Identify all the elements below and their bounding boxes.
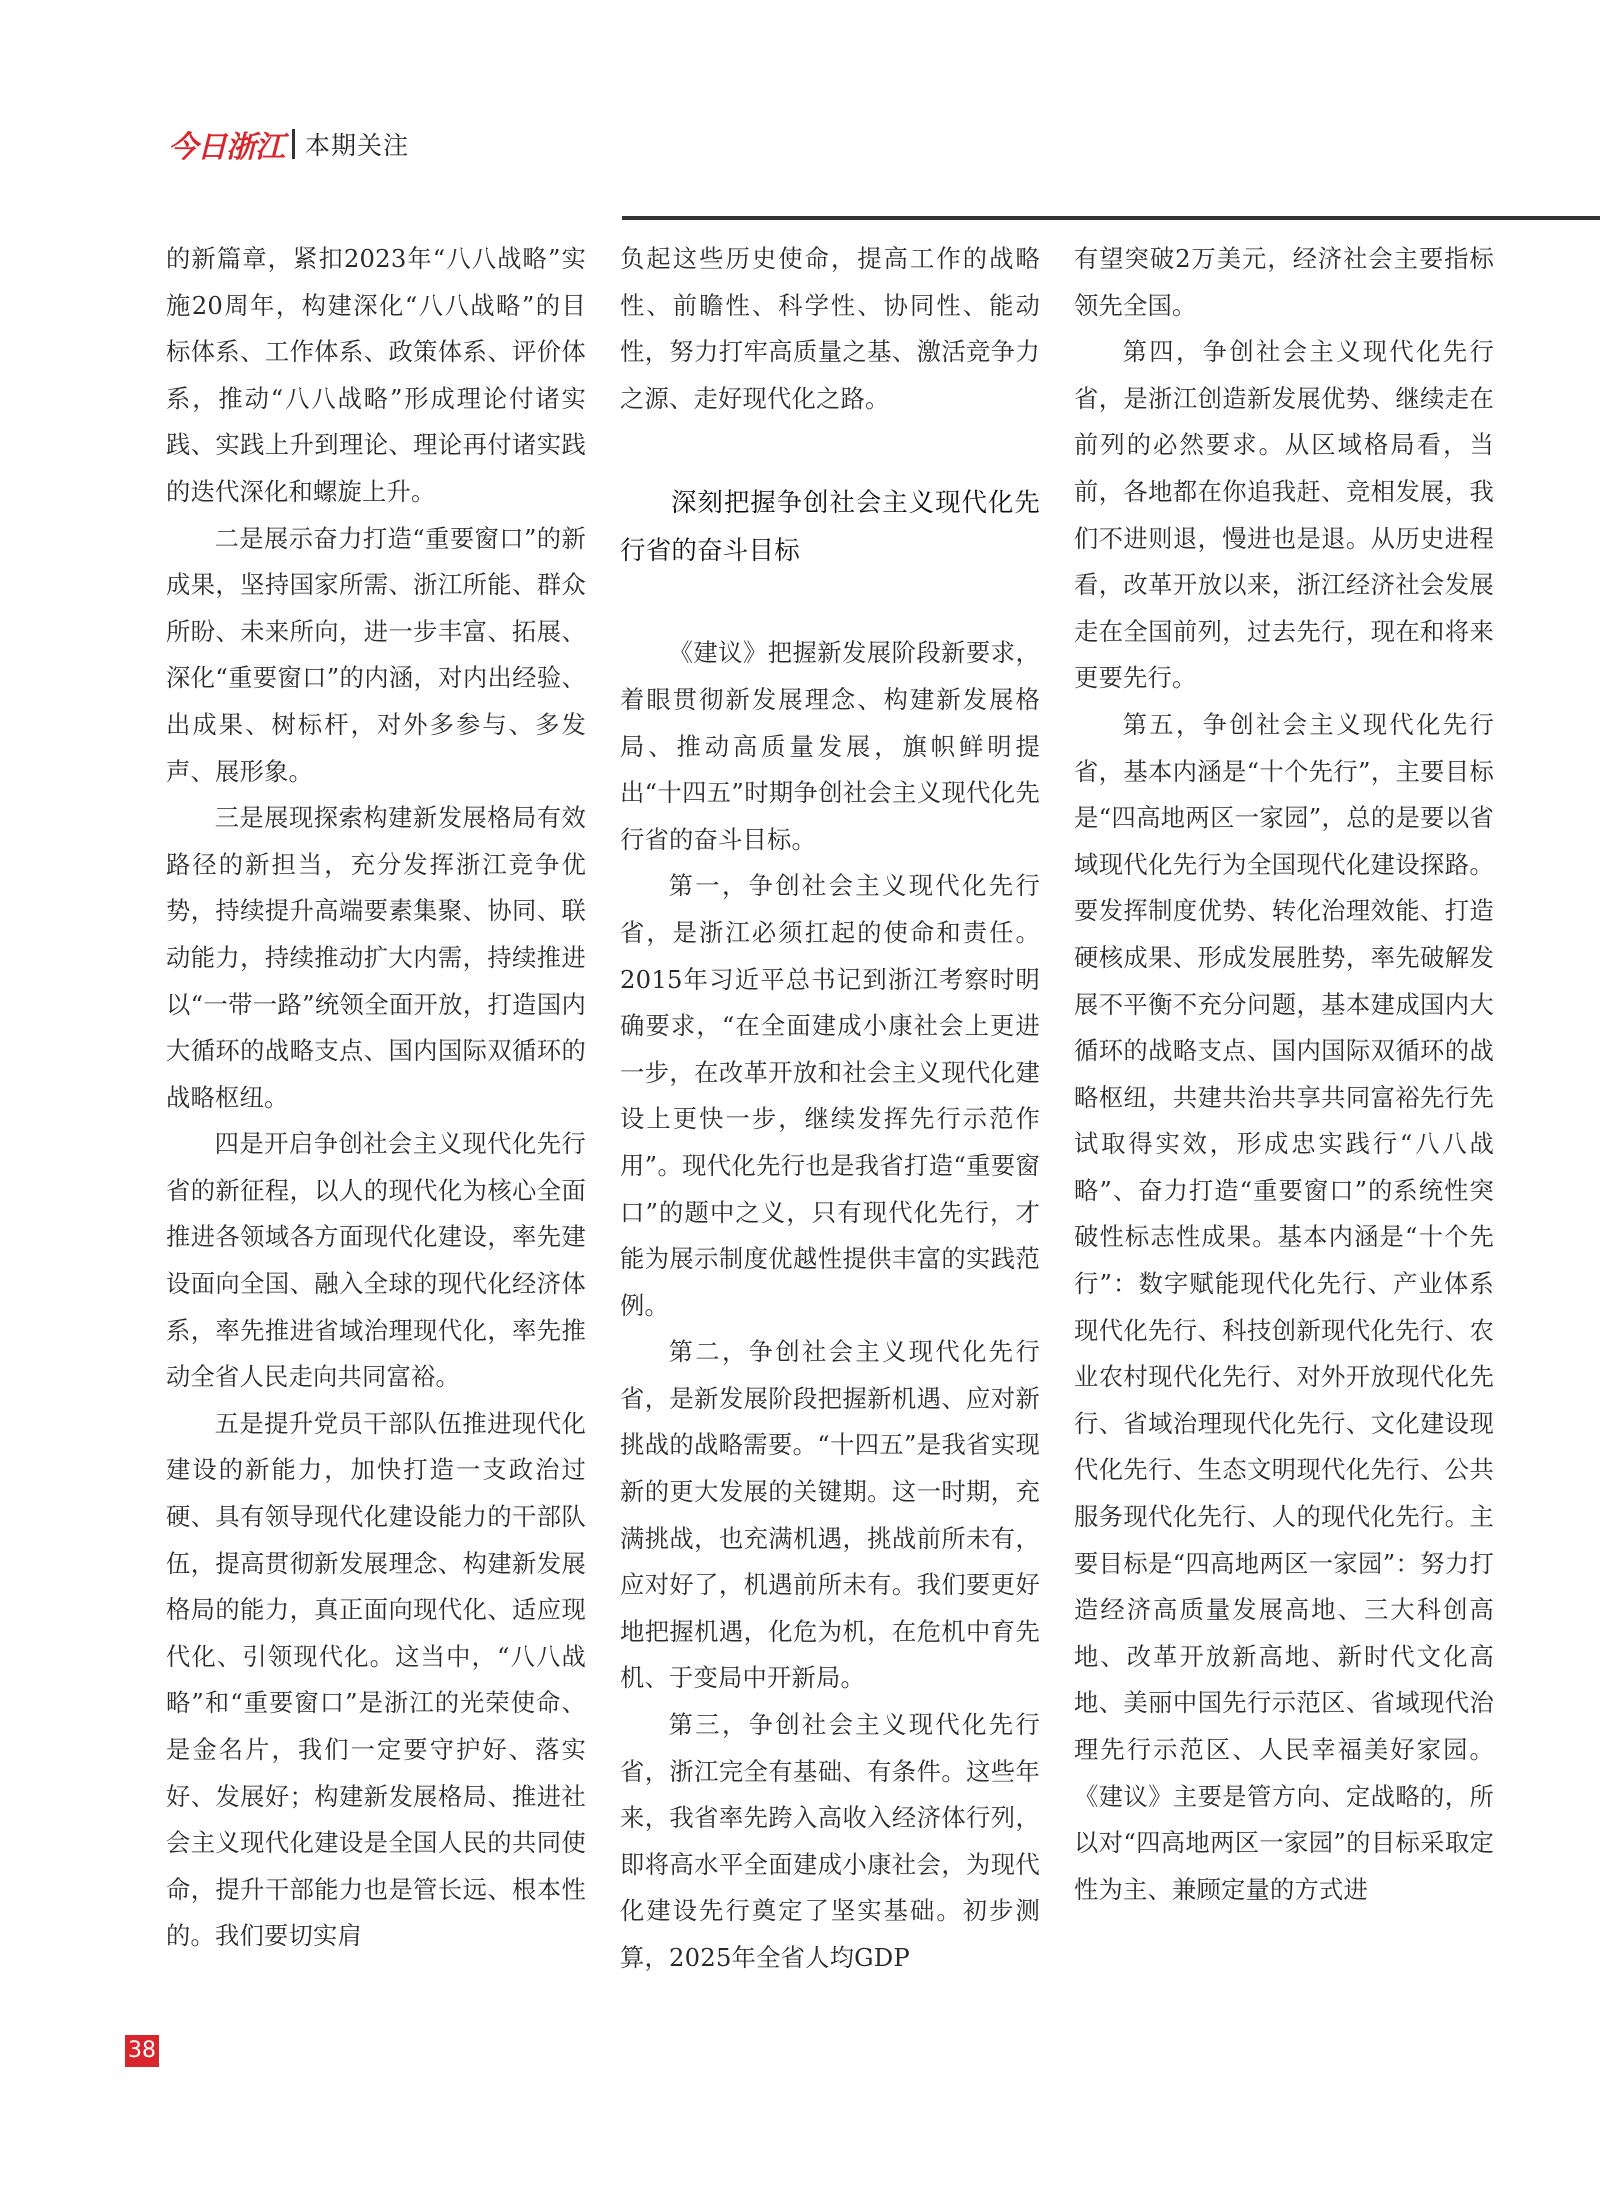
paragraph: 《建议》把握新发展阶段新要求，着眼贯彻新发展理念、构建新发展格局、推动高质量发展，旗帜鲜明提出“十四五”时期争创社会主义现代化先行省的奋斗目标。 [620,638,1040,854]
paragraph: 第二，争创社会主义现代化先行省，是新发展阶段把握新机遇、应对新挑战的战略需要。“十四五”是我省实现新的更大发展的关键期。这一时期，充满挑战，也充满机遇，挑战前所未有，应对好了，机遇前所未有。我们要更好地把握机遇，化危为机，在危机中育先机、于变局中开新局。 [620,1337,1040,1693]
section-subheading: 深刻把握争创社会主义现代化先行省的奋斗目标 [620,488,1040,567]
paragraph: 三是展现探索构建新发展格局有效路径的新担当，充分发挥浙江竞争优势，持续提升高端要素集聚、协同、联动能力，持续推动扩大内需，持续推进以“一带一路”统领全面开放，打造国内大循环的战略支点、国内国际双循环的战略枢纽。 [166,803,586,1112]
text-column-2 [620,236,1040,1982]
section-title: 本期关注 [305,131,410,160]
paragraph: 第四，争创社会主义现代化先行省，是浙江创造新发展优势、继续走在前列的必然要求。从区域格局看，当前，各地都在你追我赶、竞相发展，我们不进则退，慢进也是退。从历史进程看，改革开放以来，浙江经济社会发展走在全国前列，过去先行，现在和将来更要先行。 [1074,337,1494,693]
paragraph: 第五，争创社会主义现代化先行省，基本内涵是“十个先行”，主要目标是“四高地两区一家园”，总的是要以省域现代化先行为全国现代化建设探路。要发挥制度优势、转化治理效能、打造硬核成果、形成发展胜势，率先破解发展不平衡不充分问题，基本建成国内大循环的战略支点、国内国际双循环的战略枢纽，共建共治共享共同富裕先行先试取得实效，形成忠实践行“八八战略”、奋力打造“重要窗口”的系统性突破性标志性成果。基本内涵是“十个先行”：数字赋能现代化先行、产业体系现代化先行、科技创新现代化先行、农业农村现代化先行、对外开放现代化先行、省域治理现代化先行、文化建设现代化先行、生态文明现代化先行、公共服务现代化先行、人的现代化先行。主要目标是“四高地两区一家园”：努力打造经济高质量发展高地、三大科创高地、改革开放新高地、新时代文化高地、美丽中国先行示范区、省域现代治理先行示范区、人民幸福美好家园。《建议》主要是管方向、定战略的，所以对“四高地两区一家园”的目标采取定性为主、兼顾定量的方式进 [1074,709,1494,1904]
paragraph: 负起这些历史使命，提高工作的战略性、前瞻性、科学性、协同性、能动性，努力打牢高质量之基、激活竞争力之源、走好现代化之路。 [620,244,1040,413]
page-number: 38 [125,2035,159,2067]
paragraph: 第三，争创社会主义现代化先行省，浙江完全有基础、有条件。这些年来，我省率先跨入高收入经济体行列，即将高水平全面建成小康社会，为现代化建设先行奠定了坚实基础。初步测算，2025年全省人均GDP [620,1710,1040,1972]
magazine-logo: 今日浙江 [168,130,284,165]
paragraph: 第一，争创社会主义现代化先行省，是浙江必须扛起的使命和责任。2015年习近平总书记到浙江考察时明确要求，“在全面建成小康社会上更进一步，在改革开放和社会主义现代化建设上更快一步，继续发挥先行示范作用”。现代化先行也是我省打造“重要窗口”的题中之义，只有现代化先行，才能为展示制度优越性提供丰富的实践范例。 [620,871,1040,1320]
text-column-1 [166,236,586,1960]
paragraph: 五是提升党员干部队伍推进现代化建设的新能力，加快打造一支政治过硬、具有领导现代化建设能力的干部队伍，提高贯彻新发展理念、构建新发展格局的能力，真正面向现代化、适应现代化、引领现代化。这当中，“八八战略”和“重要窗口”是浙江的光荣使命、是金名片，我们一定要守护好、落实好、发展好；构建新发展格局、推进社会主义现代化建设是全国人民的共同使命，提升干部能力也是管长远、根本性的。我们要切实肩 [166,1408,586,1951]
paragraph: 有望突破2万美元，经济社会主要指标领先全国。 [1074,244,1494,320]
page-header [168,124,409,164]
paragraph: 二是展示奋力打造“重要窗口”的新成果，坚持国家所需、浙江所能、群众所盼、未来所向，进一步丰富、拓展、深化“重要窗口”的内涵，对内出经验、出成果、树标杆，对外多参与、多发声、展形象。 [166,523,586,786]
top-rule [622,216,1600,220]
text-column-3 [1074,236,1494,1913]
paragraph: 四是开启争创社会主义现代化先行省的新征程，以人的现代化为核心全面推进各领域各方面现代化建设，率先建设面向全国、融入全球的现代化经济体系，率先推进省域治理现代化，率先推动全省人民走向共同富裕。 [166,1129,586,1392]
header-divider [292,129,295,159]
paragraph: 的新篇章，紧扣2023年“八八战略”实施20周年，构建深化“八八战略”的目标体系、工作体系、政策体系、评价体系，推动“八八战略”形成理论付诸实践、实践上升到理论、理论再付诸实践的迭代深化和螺旋上升。 [166,244,586,506]
